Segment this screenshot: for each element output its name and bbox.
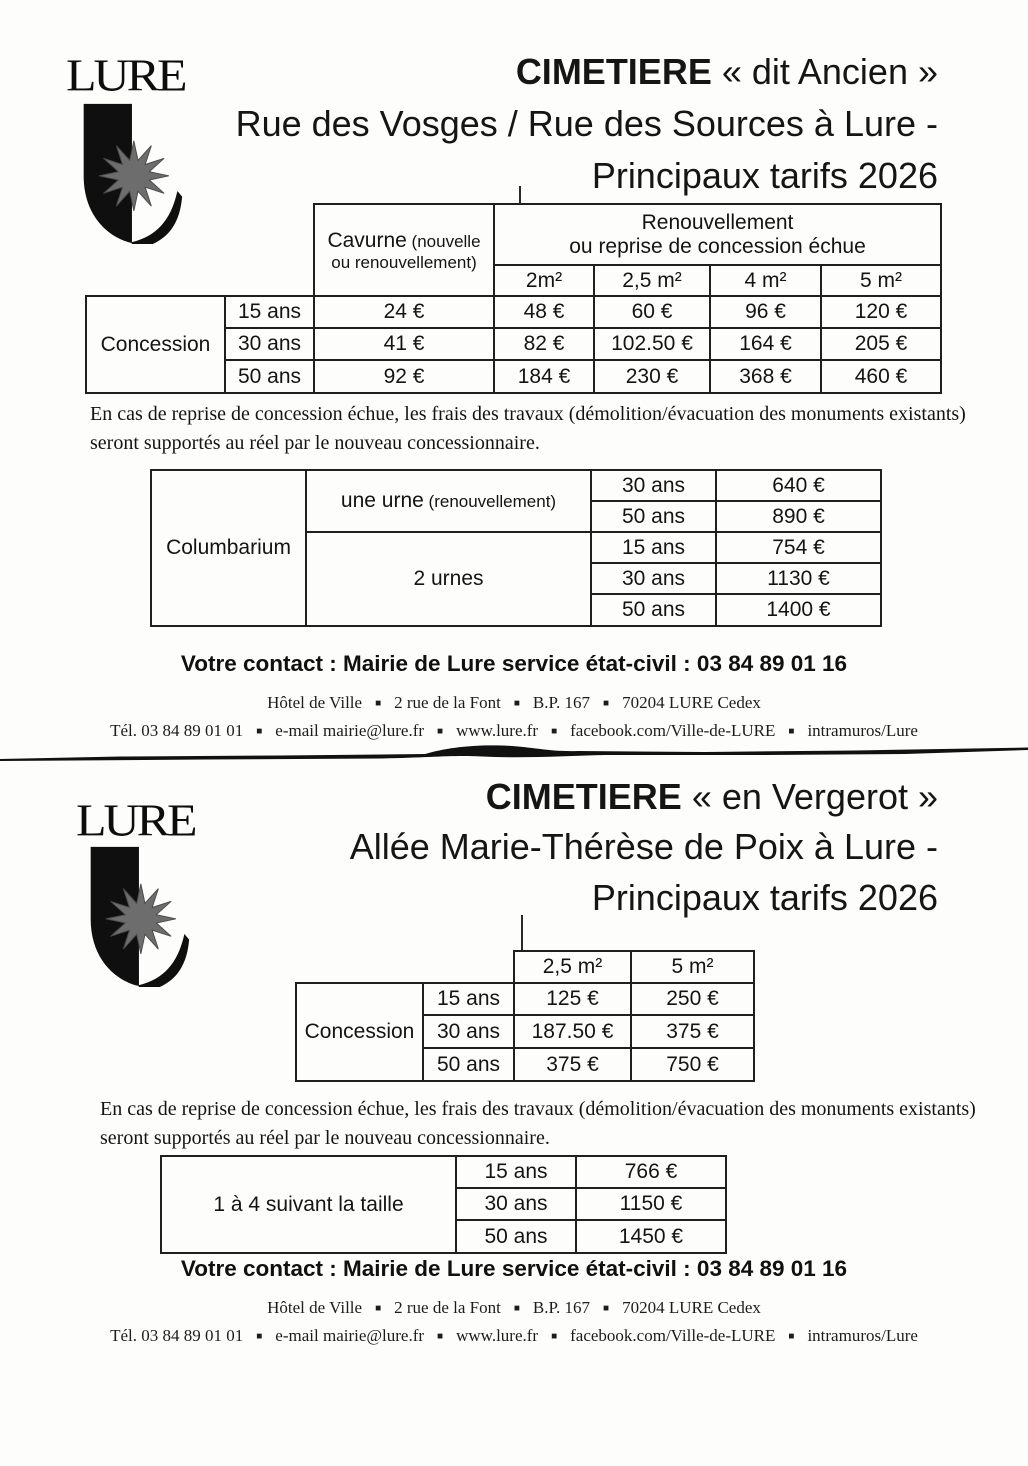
bullet-icon: ■ bbox=[375, 698, 382, 709]
duration-cell: 15 ans bbox=[225, 296, 314, 328]
size-header: 2,5 m² bbox=[594, 265, 710, 296]
price-cell: 60 € bbox=[594, 296, 710, 328]
price-cell: 125 € bbox=[514, 983, 631, 1015]
bullet-icon: ■ bbox=[437, 726, 444, 737]
table-row bbox=[86, 296, 941, 328]
price-cell: 96 € bbox=[710, 296, 821, 328]
price-cell: 92 € bbox=[314, 360, 494, 393]
duration-cell: 30 ans bbox=[591, 470, 716, 501]
bullet-icon: ■ bbox=[788, 726, 795, 737]
section2-subtitle-tarifs: Principaux tarifs 2026 bbox=[591, 877, 938, 918]
duration-cell: 15 ans bbox=[423, 983, 514, 1015]
section2-subtitle-street: Allée Marie-Thérèse de Poix à Lure - bbox=[349, 826, 938, 867]
section1-title-block bbox=[236, 46, 938, 202]
page-fold-separator bbox=[0, 742, 1028, 768]
cavurne-header-cell: Cavurne (nouvelle ou renouvellement) bbox=[314, 204, 494, 296]
renouvellement-header-cell: Renouvellement ou reprise de concession échue bbox=[494, 204, 941, 265]
size-header: 4 m² bbox=[710, 265, 821, 296]
bullet-icon: ■ bbox=[551, 726, 558, 737]
duration-cell: 30 ans bbox=[423, 1015, 514, 1048]
price-cell: 164 € bbox=[710, 328, 821, 360]
price-cell: 460 € bbox=[821, 360, 941, 393]
duration-cell: 50 ans bbox=[456, 1220, 576, 1253]
size-header: 2,5 m² bbox=[514, 951, 631, 983]
bullet-icon: ■ bbox=[603, 1303, 610, 1314]
footer-contact-line: Tél. 03 84 89 01 01 ■ e-mail mairie@lure.fr ■ www.lure.fr ■ facebook.com/Ville-de-LURE ■ intramuros/Lure bbox=[110, 721, 918, 740]
price-cell: 1130 € bbox=[716, 563, 881, 594]
bullet-icon: ■ bbox=[513, 1303, 520, 1314]
duration-cell: 50 ans bbox=[591, 501, 716, 532]
price-cell: 640 € bbox=[716, 470, 881, 501]
section1-title: CIMETIERE « dit Ancien » bbox=[515, 51, 938, 92]
concession-row-label: Concession bbox=[86, 296, 225, 393]
section1-subtitle-street: Rue des Vosges / Rue des Sources à Lure - bbox=[235, 103, 938, 144]
scan-artifact-line bbox=[521, 915, 523, 951]
bullet-icon: ■ bbox=[788, 1331, 795, 1342]
size-pricing-table bbox=[160, 1155, 727, 1254]
price-cell: 24 € bbox=[314, 296, 494, 328]
duration-cell: 30 ans bbox=[591, 563, 716, 594]
size-header: 5 m² bbox=[631, 951, 754, 983]
bullet-icon: ■ bbox=[375, 1303, 382, 1314]
bullet-icon: ■ bbox=[256, 726, 263, 737]
duration-cell: 30 ans bbox=[225, 328, 314, 360]
size-header: 5 m² bbox=[821, 265, 941, 296]
price-cell: 184 € bbox=[494, 360, 594, 393]
price-cell: 1450 € bbox=[576, 1220, 726, 1253]
contact-line: Votre contact : Mairie de Lure service état-civil : 03 84 89 01 16 bbox=[180, 1256, 848, 1281]
price-cell: 1400 € bbox=[716, 594, 881, 626]
price-cell: 120 € bbox=[821, 296, 941, 328]
table-row bbox=[296, 983, 754, 1015]
columbarium-row-label: Columbarium bbox=[151, 470, 306, 626]
price-cell: 82 € bbox=[494, 328, 594, 360]
price-cell: 205 € bbox=[821, 328, 941, 360]
reprise-note: En cas de reprise de concession échue, les frais des travaux (démolition/évacuation des monuments existants) seront supportés au réel par le nouveau concessionnaire. bbox=[100, 1098, 976, 1149]
columbarium-pricing-table bbox=[150, 469, 882, 627]
contact-line: Votre contact : Mairie de Lure service état-civil : 03 84 89 01 16 bbox=[180, 651, 848, 676]
concession-pricing-table-vergerot bbox=[295, 950, 755, 1082]
bullet-icon: ■ bbox=[437, 1331, 444, 1342]
price-cell: 41 € bbox=[314, 328, 494, 360]
footer-address-line: Hôtel de Ville ■ 2 rue de la Font ■ B.P. 167 ■ 70204 LURE Cedex bbox=[267, 693, 761, 712]
duration-cell: 15 ans bbox=[456, 1156, 576, 1188]
duration-cell: 50 ans bbox=[225, 360, 314, 393]
section1-subtitle-tarifs: Principaux tarifs 2026 bbox=[591, 155, 938, 196]
price-cell: 375 € bbox=[631, 1015, 754, 1048]
table-row bbox=[161, 1156, 726, 1188]
deux-urnes-label-cell: 2 urnes bbox=[306, 532, 591, 626]
price-cell: 750 € bbox=[631, 1048, 754, 1081]
price-cell: 250 € bbox=[631, 983, 754, 1015]
footer-contact-line: Tél. 03 84 89 01 01 ■ e-mail mairie@lure.fr ■ www.lure.fr ■ facebook.com/Ville-de-LURE ■ intramuros/Lure bbox=[110, 1326, 918, 1345]
price-cell: 230 € bbox=[594, 360, 710, 393]
price-cell: 766 € bbox=[576, 1156, 726, 1188]
reprise-note: En cas de reprise de concession échue, les frais des travaux (démolition/évacuation des monuments existants) seront supportés au réel par le nouveau concessionnaire. bbox=[90, 403, 966, 454]
price-cell: 187.50 € bbox=[514, 1015, 631, 1048]
duration-cell: 50 ans bbox=[423, 1048, 514, 1081]
price-cell: 102.50 € bbox=[594, 328, 710, 360]
price-cell: 48 € bbox=[494, 296, 594, 328]
scan-artifact-line bbox=[519, 186, 521, 204]
lure-logo-text: LURE bbox=[76, 794, 195, 846]
price-cell: 368 € bbox=[710, 360, 821, 393]
bullet-icon: ■ bbox=[513, 698, 520, 709]
section2-title-block bbox=[350, 772, 938, 924]
concession-row-label: Concession bbox=[296, 983, 423, 1081]
duration-cell: 50 ans bbox=[591, 594, 716, 626]
section2-title: CIMETIERE « en Vergerot » bbox=[485, 776, 938, 817]
price-cell: 754 € bbox=[716, 532, 881, 563]
size-row-label: 1 à 4 suivant la taille bbox=[161, 1156, 456, 1253]
lure-shield-logo-icon bbox=[80, 845, 196, 987]
bullet-icon: ■ bbox=[256, 1331, 263, 1342]
footer-address-line: Hôtel de Ville ■ 2 rue de la Font ■ B.P. 167 ■ 70204 LURE Cedex bbox=[267, 1298, 761, 1317]
empty-corner-cell bbox=[296, 951, 514, 983]
price-cell: 890 € bbox=[716, 501, 881, 532]
bullet-icon: ■ bbox=[551, 1331, 558, 1342]
une-urne-label-cell: une urne (renouvellement) bbox=[306, 470, 591, 532]
empty-corner-cell bbox=[86, 204, 314, 296]
table-row bbox=[151, 470, 881, 501]
lure-logo-text: LURE bbox=[66, 49, 185, 101]
concession-pricing-table bbox=[85, 203, 942, 394]
duration-cell: 15 ans bbox=[591, 532, 716, 563]
price-cell: 375 € bbox=[514, 1048, 631, 1081]
duration-cell: 30 ans bbox=[456, 1188, 576, 1220]
bullet-icon: ■ bbox=[603, 698, 610, 709]
size-header: 2m² bbox=[494, 265, 594, 296]
price-cell: 1150 € bbox=[576, 1188, 726, 1220]
